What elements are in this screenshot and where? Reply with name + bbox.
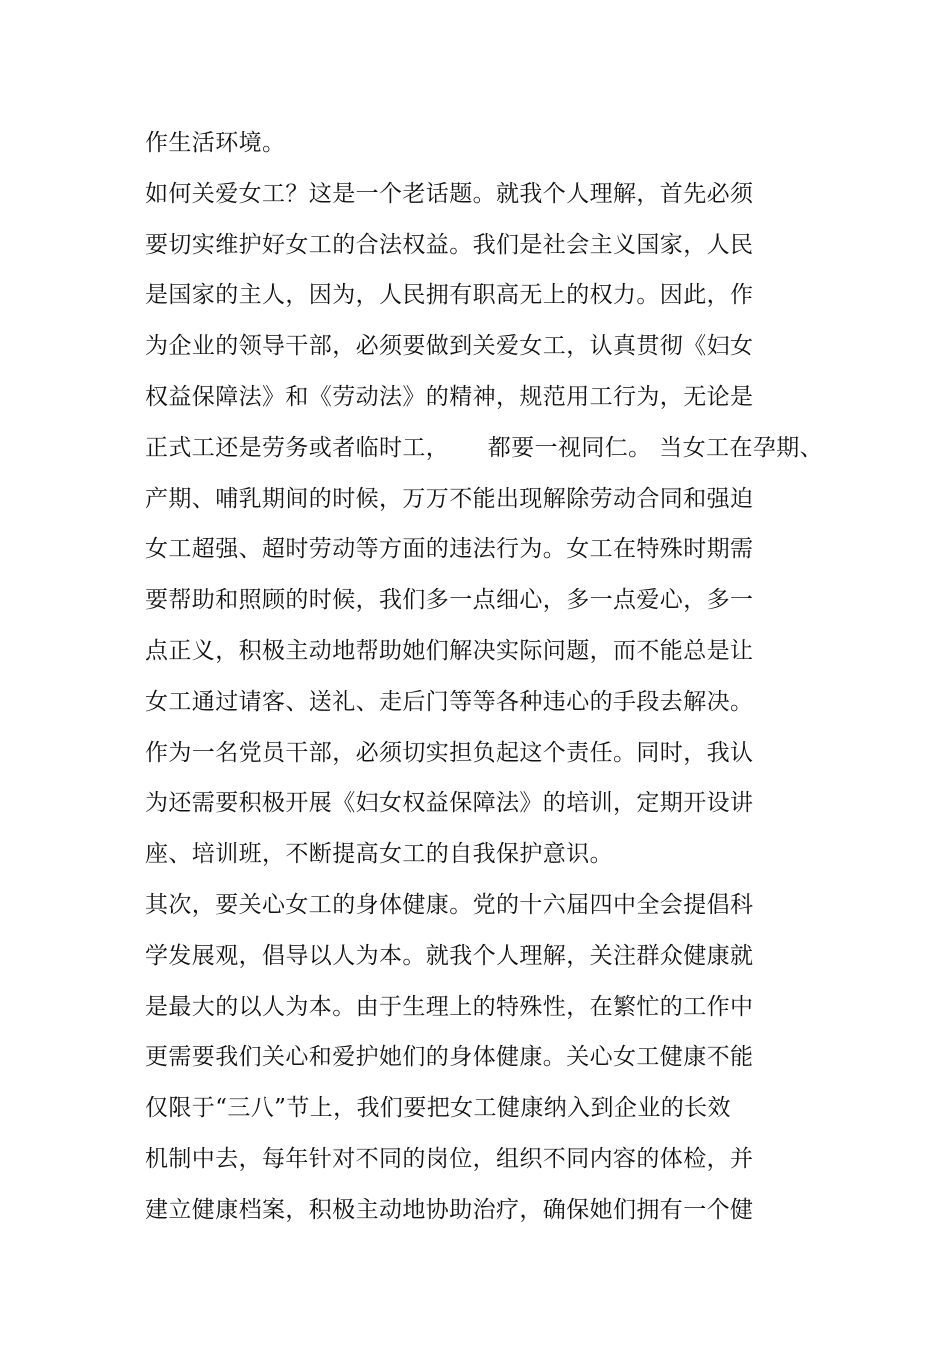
text-line: 点正义，积极主动地帮助她们解决实际问题，而不能总是让 [145, 637, 754, 664]
text-line: 学发展观，倡导以人为本。就我个人理解，关注群众健康就 [145, 942, 754, 969]
text-line: 是最大的以人为本。由于生理上的特殊性，在繁忙的工作中 [145, 993, 754, 1020]
text-line: 女工超强、超时劳动等方面的违法行为。女工在特殊时期需 [145, 536, 754, 563]
text-line: 仅限于“三八”节上，我们要把女工健康纳入到企业的长效 [145, 1095, 731, 1122]
text-line: 如何关爱女工？这是一个老话题。就我个人理解，首先必须 [145, 180, 754, 207]
text-line: 产期、哺乳期间的时候，万万不能出现解除劳动合同和强迫 [145, 485, 754, 512]
text-line: 作为一名党员干部，必须切实担负起这个责任。同时，我认 [145, 739, 754, 766]
text-line: 其次，要关心女工的身体健康。党的十六届四中全会提倡科 [145, 891, 754, 918]
text-line: 要帮助和照顾的时候，我们多一点细心，多一点爱心，多一 [145, 587, 754, 614]
body-text [145, 118, 935, 1236]
text-line: 机制中去，每年针对不同的岗位，组织不同内容的体检，并 [145, 1145, 754, 1172]
text-line: 女工通过请客、送礼、走后门等等各种违心的手段去解决。 [145, 688, 754, 715]
text-line: 权益保障法》和《劳动法》的精神，规范用工行为，无论是 [145, 383, 754, 410]
text-line: 为还需要积极开展《妇女权益保障法》的培训，定期开设讲 [145, 790, 754, 817]
text-line: 作生活环境。 [145, 130, 286, 156]
text-line: 更需要我们关心和爱护她们的身体健康。关心女工健康不能 [145, 1044, 754, 1071]
text-line: 要切实维护好女工的合法权益。我们是社会主义国家，人民 [145, 231, 754, 258]
text-line: 座、培训班，不断提高女工的自我保护意识。 [145, 841, 613, 868]
text-line: 正式工还是劳务或者临时工， 都要一视同仁。 当女工在孕期、 [145, 434, 824, 461]
text-line: 为企业的领导干部，必须要做到关爱女工，认真贯彻《妇女 [145, 333, 754, 360]
text-line: 建立健康档案，积极主动地协助治疗，确保她们拥有一个健 [145, 1196, 754, 1223]
text-line: 是国家的主人，因为，人民拥有职高无上的权力。因此，作 [145, 282, 754, 309]
